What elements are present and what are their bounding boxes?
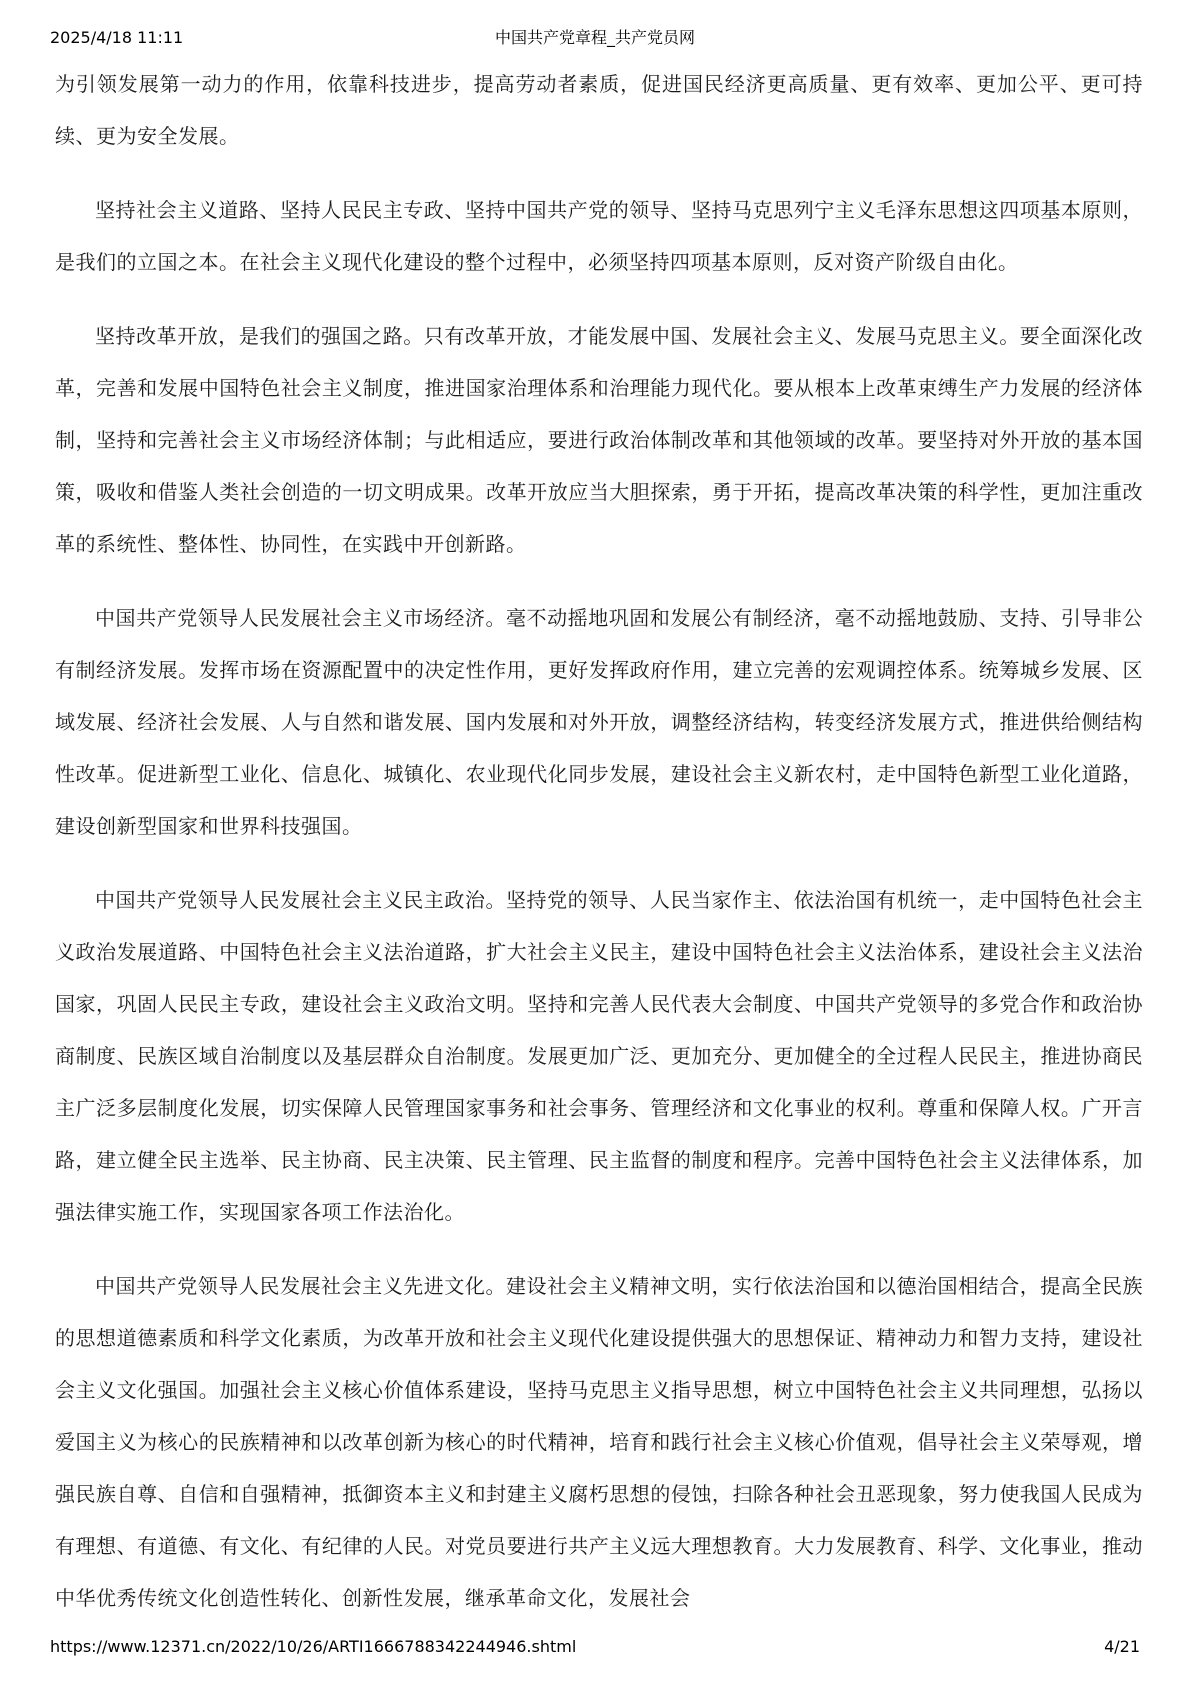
print-footer	[50, 1636, 1140, 1658]
source-url: https://www.12371.cn/2022/10/26/ARTI1666788342244946.shtml	[50, 1637, 577, 1656]
page-number: 4/21	[1104, 1637, 1140, 1656]
paragraph: 中国共产党领导人民发展社会主义市场经济。毫不动摇地巩固和发展公有制经济，毫不动摇地鼓励、支持、引导非公有制经济发展。发挥市场在资源配置中的决定性作用，更好发挥政府作用，建立完善的宏观调控体系。统筹城乡发展、区域发展、经济社会发展、人与自然和谐发展、国内发展和对外开放，调整经济结构，转变经济发展方式，推进供给侧结构性改革。促进新型工业化、信息化、城镇化、农业现代化同步发展，建设社会主义新农村，走中国特色新型工业化道路，建设创新型国家和世界科技强国。	[55, 606, 1143, 838]
print-datetime: 2025/4/18 11:11	[50, 28, 184, 47]
paragraph: 坚持社会主义道路、坚持人民民主专政、坚持中国共产党的领导、坚持马克思列宁主义毛泽东思想这四项基本原则，是我们的立国之本。在社会主义现代化建设的整个过程中，必须坚持四项基本原则，反对资产阶级自由化。	[55, 198, 1143, 274]
paragraph: 坚持改革开放，是我们的强国之路。只有改革开放，才能发展中国、发展社会主义、发展马克思主义。要全面深化改革，完善和发展中国特色社会主义制度，推进国家治理体系和治理能力现代化。要从根本上改革束缚生产力发展的经济体制，坚持和完善社会主义市场经济体制；与此相适应，要进行政治体制改革和其他领域的改革。要坚持对外开放的基本国策，吸收和借鉴人类社会创造的一切文明成果。改革开放应当大胆探索，勇于开拓，提高改革决策的科学性，更加注重改革的系统性、整体性、协同性，在实践中开创新路。	[55, 324, 1143, 556]
paragraph: 中国共产党领导人民发展社会主义先进文化。建设社会主义精神文明，实行依法治国和以德治国相结合，提高全民族的思想道德素质和科学文化素质，为改革开放和社会主义现代化建设提供强大的思想保证、精神动力和智力支持，建设社会主义文化强国。加强社会主义核心价值体系建设，坚持马克思主义指导思想，树立中国特色社会主义共同理想，弘扬以爱国主义为核心的民族精神和以改革创新为核心的时代精神，培育和践行社会主义核心价值观，倡导社会主义荣辱观，增强民族自尊、自信和自强精神，抵御资本主义和封建主义腐朽思想的侵蚀，扫除各种社会丑恶现象，努力使我国人民成为有理想、有道德、有文化、有纪律的人民。对党员要进行共产主义远大理想教育。大力发展教育、科学、文化事业，推动中华优秀传统文化创造性转化、创新性发展，继承革命文化，发展社会	[55, 1274, 1143, 1610]
document-title: 中国共产党章程_共产党员网	[494, 28, 695, 47]
document-body	[55, 58, 1143, 1646]
paragraph: 中国共产党领导人民发展社会主义民主政治。坚持党的领导、人民当家作主、依法治国有机统一，走中国特色社会主义政治发展道路、中国特色社会主义法治道路，扩大社会主义民主，建设中国特色社会主义法治体系，建设社会主义法治国家，巩固人民民主专政，建设社会主义政治文明。坚持和完善人民代表大会制度、中国共产党领导的多党合作和政治协商制度、民族区域自治制度以及基层群众自治制度。发展更加广泛、更加充分、更加健全的全过程人民民主，推进协商民主广泛多层制度化发展，切实保障人民管理国家事务和社会事务、管理经济和文化事业的权利。尊重和保障人权。广开言路，建立健全民主选举、民主协商、民主决策、民主管理、民主监督的制度和程序。完善中国特色社会主义法律体系，加强法律实施工作，实现国家各项工作法治化。	[55, 888, 1143, 1224]
paragraph-continuation: 为引领发展第一动力的作用，依靠科技进步，提高劳动者素质，促进国民经济更高质量、更有效率、更加公平、更可持续、更为安全发展。	[55, 72, 1143, 148]
print-header	[50, 27, 1140, 49]
